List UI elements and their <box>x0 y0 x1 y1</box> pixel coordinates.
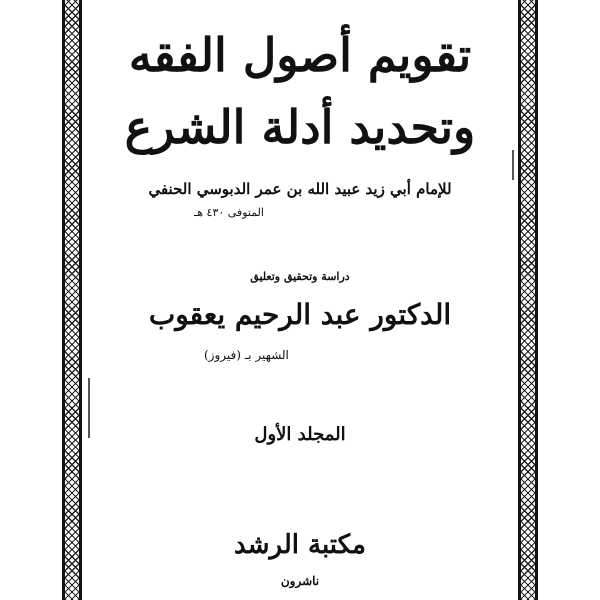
title-line-1: تقويم أصول الفقه <box>128 28 472 82</box>
decorative-border-left <box>62 0 82 600</box>
editor-name: الدكتور عبد الرحيم يعقوب <box>148 298 452 331</box>
book-cover-page <box>84 0 516 600</box>
study-label: دراسة وتحقيق وتعليق <box>250 270 350 283</box>
author-name: للإمام أبي زيد عبيد الله بن عمر الدبوسي الحنفي <box>148 180 452 198</box>
publisher-role: ناشرون <box>280 574 320 588</box>
editor-alias: الشهير بـ (فيروز) <box>204 348 289 362</box>
decorative-border-right <box>518 0 538 600</box>
author-death-date: المتوفى ٤٣٠ هـ <box>194 206 264 219</box>
volume-label: المجلد الأول <box>254 424 346 445</box>
title-line-2: وتحديد أدلة الشرع <box>124 100 476 154</box>
publisher-name: مكتبة الرشد <box>234 530 366 560</box>
